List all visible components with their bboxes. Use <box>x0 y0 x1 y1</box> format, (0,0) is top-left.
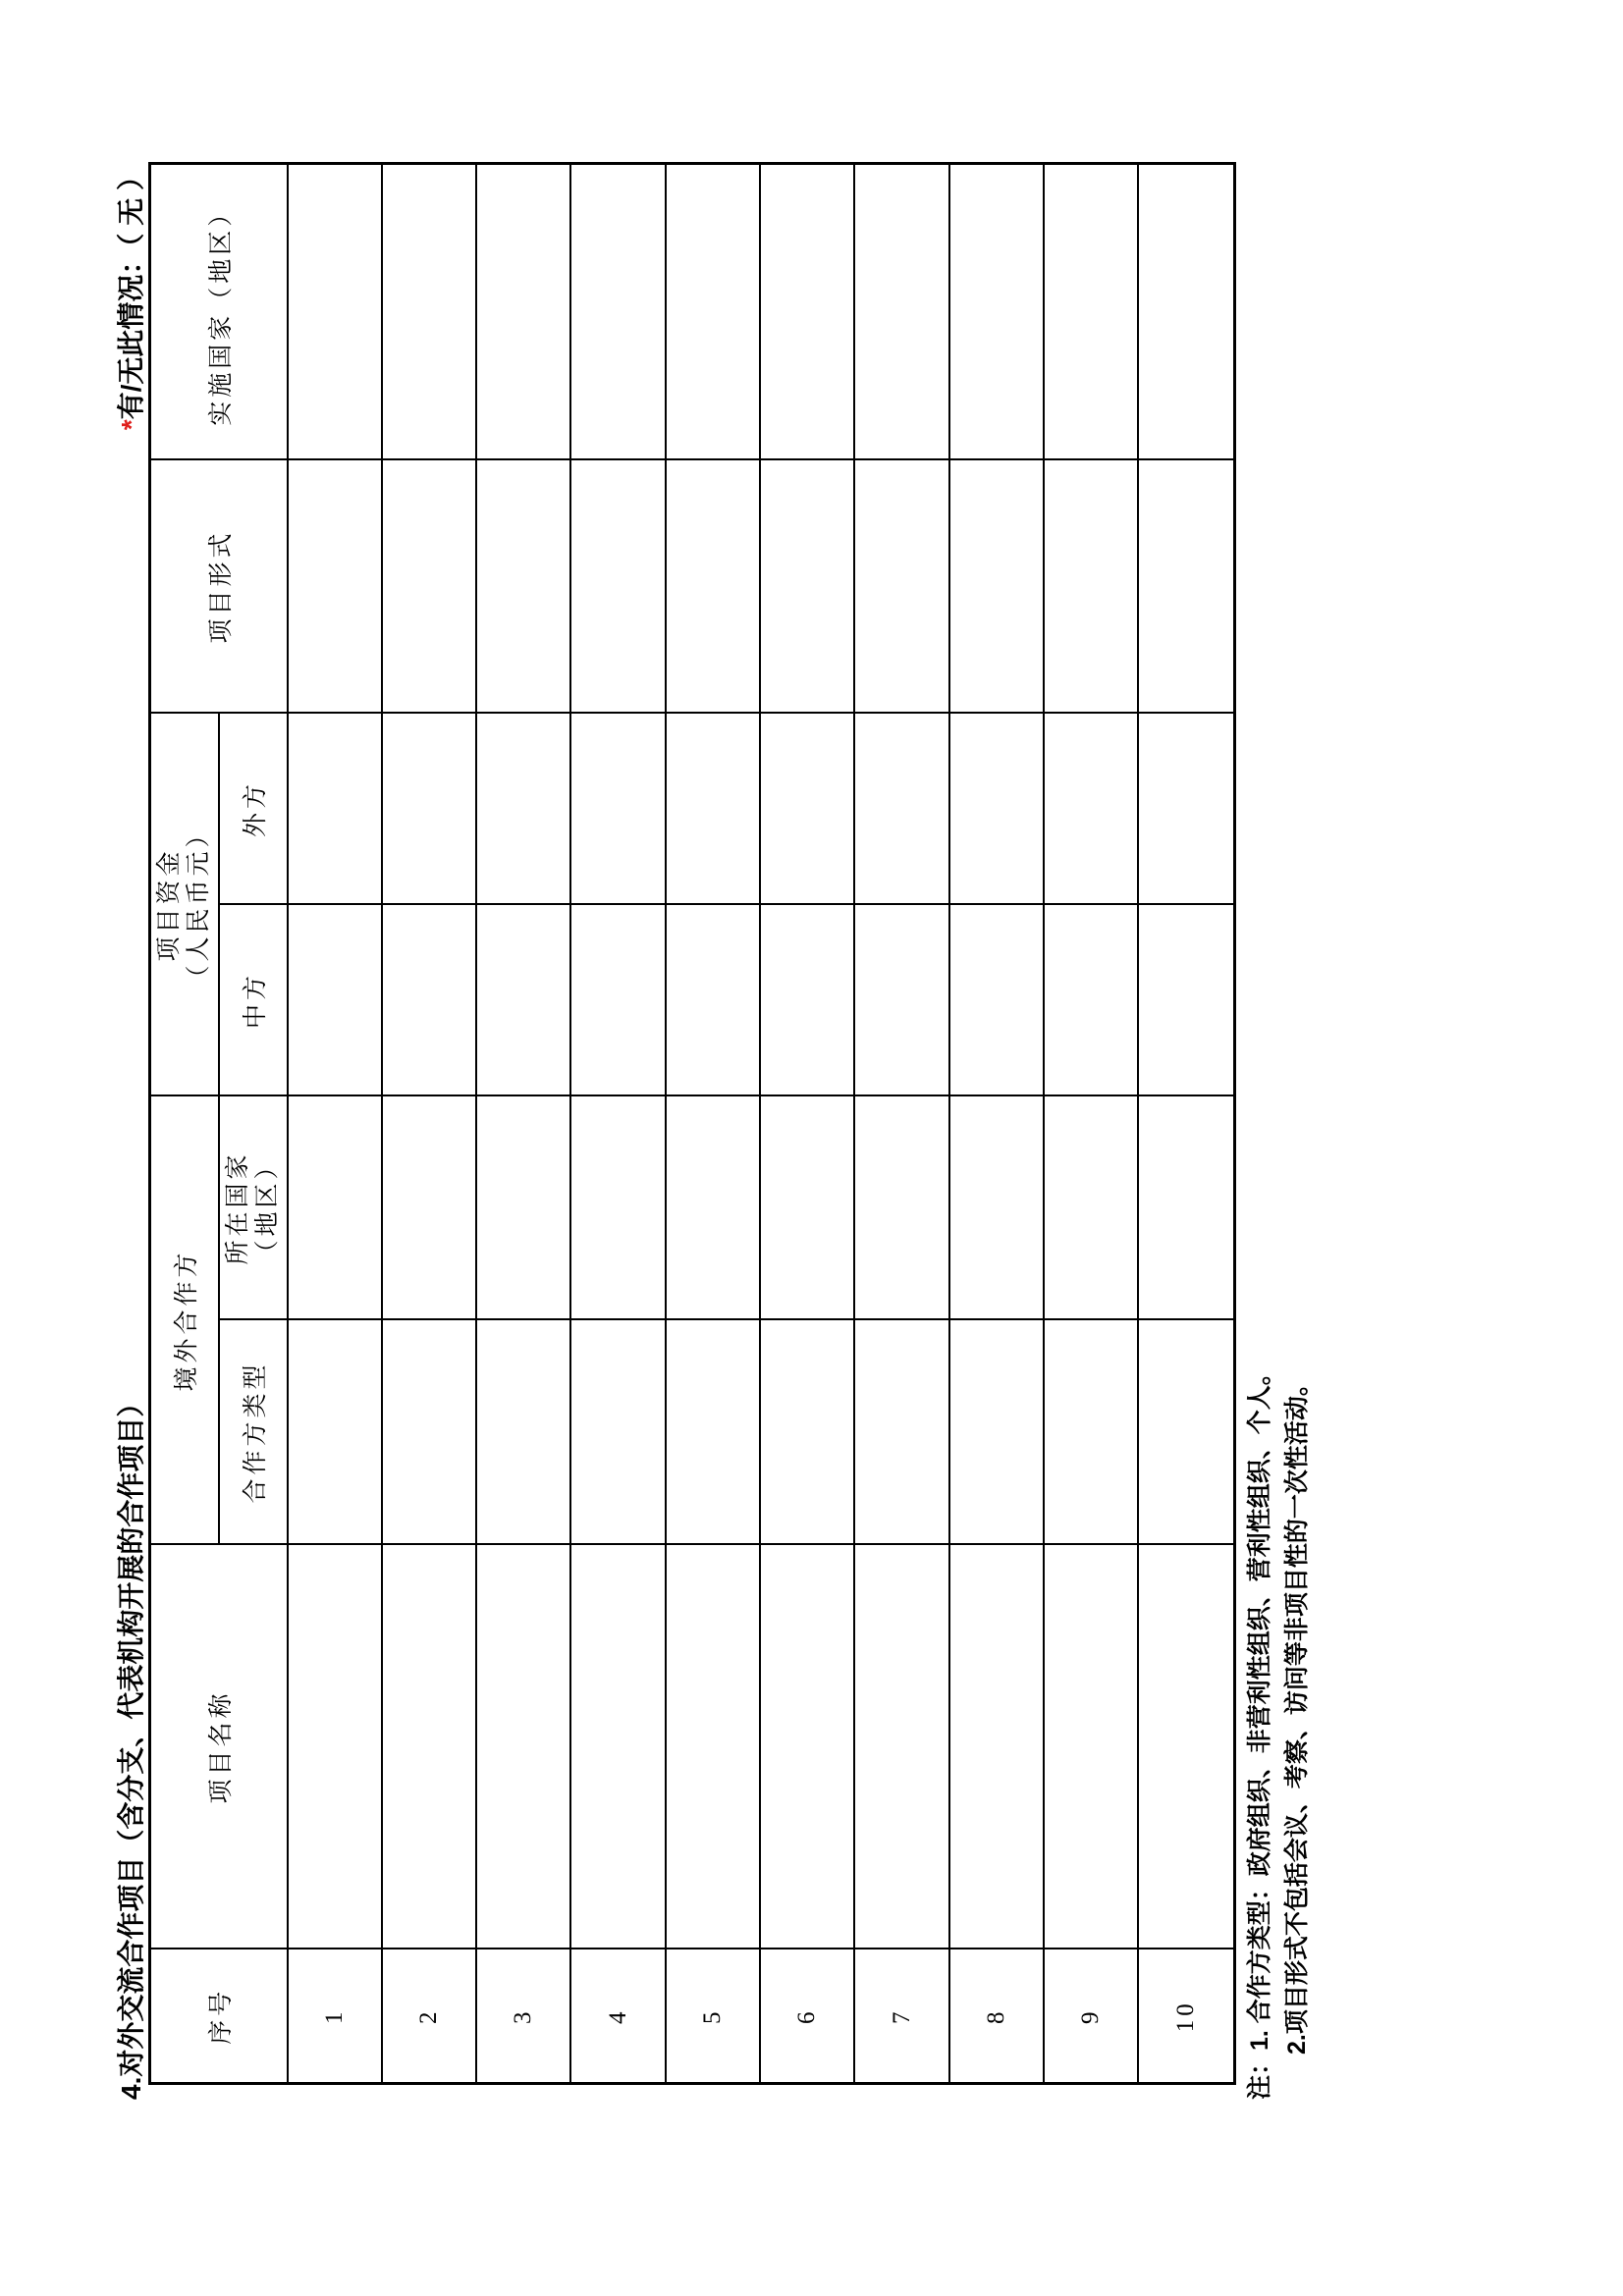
header-label: 序号 <box>207 1987 235 2045</box>
header-partner-group <box>150 1095 219 1544</box>
row-index: 3 <box>476 1949 570 2084</box>
header-label: 合作方类型 <box>242 1361 269 1504</box>
cell-project-name[interactable] <box>854 1545 948 1949</box>
cell-partner-country[interactable] <box>854 1095 948 1319</box>
row-index: 8 <box>949 1949 1044 2084</box>
cell-implement-country[interactable] <box>288 163 382 459</box>
cell-funds-foreign[interactable] <box>1044 713 1138 904</box>
cell-funds-foreign[interactable] <box>949 713 1044 904</box>
table-notes <box>1241 1361 1316 2100</box>
table-row <box>1044 163 1138 2083</box>
header-partner-country <box>219 1095 288 1319</box>
cell-funds-china[interactable] <box>1044 904 1138 1095</box>
cell-funds-china[interactable] <box>666 904 760 1095</box>
status-indicator <box>110 163 149 430</box>
status-label: 有/无此情况：（ 无 ） <box>116 163 146 420</box>
cell-funds-foreign[interactable] <box>854 713 948 904</box>
header-label: 外方 <box>242 779 269 837</box>
row-index: 2 <box>382 1949 476 2084</box>
cell-funds-china[interactable] <box>382 904 476 1095</box>
cell-funds-foreign[interactable] <box>570 713 665 904</box>
cell-project-name[interactable] <box>476 1545 570 1949</box>
cell-partner-type[interactable] <box>949 1320 1044 1545</box>
header-label: 项目形式 <box>207 529 235 644</box>
cell-funds-foreign[interactable] <box>382 713 476 904</box>
cell-project-name[interactable] <box>666 1545 760 1949</box>
cell-partner-country[interactable] <box>1138 1095 1234 1319</box>
note-project-form: 2.项目形式不包括会议、考察、访问等非项目性的一次性活动。 <box>1283 1371 1311 2055</box>
row-index: 4 <box>570 1949 665 2084</box>
cell-implement-country[interactable] <box>1044 163 1138 459</box>
row-index: 10 <box>1138 1949 1234 2084</box>
header-label: （人民币元） <box>185 819 212 990</box>
cell-implement-country[interactable] <box>382 163 476 459</box>
cell-funds-foreign[interactable] <box>666 713 760 904</box>
header-label: 项目资金 <box>155 847 183 962</box>
cell-implement-country[interactable] <box>854 163 948 459</box>
table-row <box>382 163 476 2083</box>
cell-partner-country[interactable] <box>949 1095 1044 1319</box>
cell-project-form[interactable] <box>382 459 476 713</box>
cell-partner-type[interactable] <box>476 1320 570 1545</box>
row-index: 5 <box>666 1949 760 2084</box>
cell-funds-foreign[interactable] <box>288 713 382 904</box>
cell-project-form[interactable] <box>854 459 948 713</box>
cell-funds-foreign[interactable] <box>1138 713 1234 904</box>
cell-funds-china[interactable] <box>288 904 382 1095</box>
cooperation-projects-table <box>148 162 1236 2085</box>
table-row <box>949 163 1044 2083</box>
table-row <box>1138 163 1234 2083</box>
cell-partner-country[interactable] <box>666 1095 760 1319</box>
cell-partner-country[interactable] <box>1044 1095 1138 1319</box>
header-label: 境外合作方 <box>173 1249 200 1392</box>
table-row <box>570 163 665 2083</box>
cell-project-form[interactable] <box>1138 459 1234 713</box>
cell-project-name[interactable] <box>760 1545 854 1949</box>
header-project-form <box>150 459 288 713</box>
section-title: 4.对外交流合作项目（含分支、代表机构开展的合作项目） <box>116 1389 146 2100</box>
cell-project-name[interactable] <box>949 1545 1044 1949</box>
header-label: 项目名称 <box>207 1689 235 1804</box>
row-index: 7 <box>854 1949 948 2084</box>
cell-project-form[interactable] <box>288 459 382 713</box>
cell-partner-country[interactable] <box>570 1095 665 1319</box>
note-partner-types: 注：1. 合作方类型：政府组织、非营利性组织、营利性组织、个人。 <box>1246 1361 1273 2100</box>
cell-project-name[interactable] <box>570 1545 665 1949</box>
cell-project-name[interactable] <box>1044 1545 1138 1949</box>
cell-funds-china[interactable] <box>1138 904 1234 1095</box>
cell-partner-type[interactable] <box>760 1320 854 1545</box>
table-row <box>760 163 854 2083</box>
header-label: 中方 <box>242 971 269 1029</box>
table-row <box>476 163 570 2083</box>
cell-funds-china[interactable] <box>760 904 854 1095</box>
cell-implement-country[interactable] <box>760 163 854 459</box>
header-label: （地区） <box>253 1150 281 1265</box>
required-star: * <box>116 419 146 431</box>
header-index <box>150 1949 288 2084</box>
cell-funds-china[interactable] <box>570 904 665 1095</box>
cell-partner-type[interactable] <box>382 1320 476 1545</box>
cell-partner-type[interactable] <box>1044 1320 1138 1545</box>
cell-funds-foreign[interactable] <box>760 713 854 904</box>
cell-project-form[interactable] <box>949 459 1044 713</box>
cell-project-form[interactable] <box>1044 459 1138 713</box>
header-implement-country <box>150 163 288 459</box>
cell-partner-country[interactable] <box>760 1095 854 1319</box>
header-label: 实施国家（地区） <box>207 197 235 426</box>
cell-funds-foreign[interactable] <box>476 713 570 904</box>
cell-partner-country[interactable] <box>382 1095 476 1319</box>
row-index: 1 <box>288 1949 382 2084</box>
cell-project-name[interactable] <box>382 1545 476 1949</box>
row-index: 6 <box>760 1949 854 2084</box>
header-label: 所在国家 <box>224 1150 251 1265</box>
cell-implement-country[interactable] <box>570 163 665 459</box>
cell-partner-type[interactable] <box>1138 1320 1234 1545</box>
cell-partner-type[interactable] <box>854 1320 948 1545</box>
header-funds-foreign <box>219 713 288 904</box>
cell-partner-type[interactable] <box>288 1320 382 1545</box>
header-partner-type <box>219 1320 288 1545</box>
cell-partner-country[interactable] <box>288 1095 382 1319</box>
header-funds-china <box>219 904 288 1095</box>
cell-partner-country[interactable] <box>476 1095 570 1319</box>
cell-funds-china[interactable] <box>854 904 948 1095</box>
cell-project-form[interactable] <box>666 459 760 713</box>
cell-project-form[interactable] <box>570 459 665 713</box>
cell-funds-china[interactable] <box>949 904 1044 1095</box>
table-row <box>666 163 760 2083</box>
table-row <box>288 163 382 2083</box>
table-row <box>854 163 948 2083</box>
cell-implement-country[interactable] <box>666 163 760 459</box>
cell-funds-china[interactable] <box>476 904 570 1095</box>
cell-project-form[interactable] <box>476 459 570 713</box>
cell-implement-country[interactable] <box>476 163 570 459</box>
cell-implement-country[interactable] <box>949 163 1044 459</box>
cell-implement-country[interactable] <box>1138 163 1234 459</box>
cell-project-form[interactable] <box>760 459 854 713</box>
cell-project-name[interactable] <box>288 1545 382 1949</box>
cell-project-name[interactable] <box>1138 1545 1234 1949</box>
row-index: 9 <box>1044 1949 1138 2084</box>
header-funds <box>150 713 219 1095</box>
cell-partner-type[interactable] <box>666 1320 760 1545</box>
header-project-name <box>150 1545 288 1949</box>
cell-partner-type[interactable] <box>570 1320 665 1545</box>
